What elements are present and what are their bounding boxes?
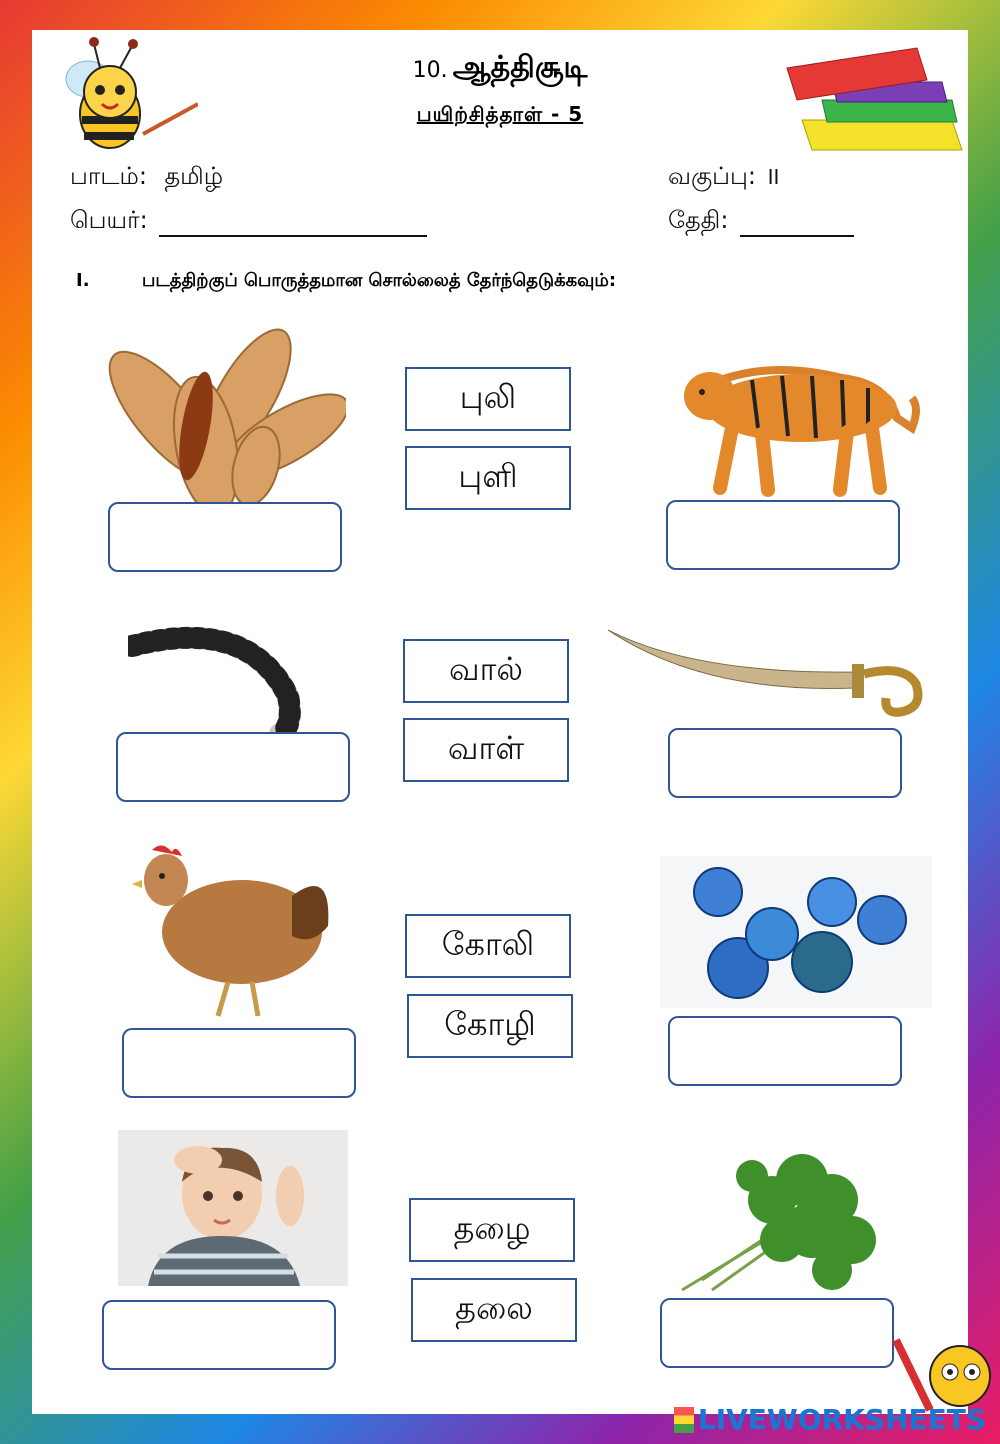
class-label: வகுப்பு:	[668, 162, 756, 190]
answer-box-head[interactable]	[102, 1300, 336, 1370]
subject-value: தமிழ்	[164, 162, 224, 190]
answer-box-marbles[interactable]	[668, 1016, 902, 1086]
name-label: பெயர்:	[70, 206, 148, 234]
marbles-image	[660, 856, 932, 1008]
date-label: தேதி:	[668, 206, 729, 234]
word-option-thalai-head[interactable]: தலை	[411, 1278, 577, 1342]
class-value: II	[767, 165, 780, 189]
name-blank[interactable]	[159, 209, 427, 237]
answer-box-tail[interactable]	[116, 732, 350, 802]
lesson-number: 10.	[412, 58, 448, 83]
word-option-puli[interactable]: புலி	[405, 367, 571, 431]
subject-label: பாடம்:	[70, 162, 147, 190]
coriander-image	[672, 1140, 894, 1300]
tail-image	[128, 616, 308, 740]
brand-text: LIVEWORKSHEETS	[697, 1403, 986, 1436]
word-option-pulli[interactable]: புளி	[405, 446, 571, 510]
answer-box-coriander[interactable]	[660, 1298, 894, 1368]
child-head-image	[118, 1130, 348, 1286]
word-option-vaal-sword[interactable]: வாள்	[403, 718, 569, 782]
word-option-thazhai-leaf[interactable]: தழை	[409, 1198, 575, 1262]
tiger-image	[672, 348, 920, 500]
answer-box-sword[interactable]	[668, 728, 902, 798]
tamarind-image	[96, 326, 346, 506]
word-option-kozhi-hen[interactable]: கோழி	[407, 994, 573, 1058]
date-line	[668, 206, 854, 237]
subject-line	[70, 162, 223, 193]
name-line	[70, 206, 427, 237]
answer-box-hen[interactable]	[122, 1028, 356, 1098]
hen-image	[132, 836, 332, 1022]
lesson-title: ஆத்திசூடி	[452, 50, 588, 85]
worksheet-subtitle: பயிற்சித்தாள் - 5	[416, 102, 584, 126]
answer-box-tamarind[interactable]	[108, 502, 342, 572]
worksheet-title	[32, 50, 968, 89]
sword-image	[604, 624, 930, 718]
answer-box-tiger[interactable]	[666, 500, 900, 570]
word-option-vaal-tail[interactable]: வால்	[403, 639, 569, 703]
worksheet-page	[32, 30, 968, 1414]
word-option-koli-marble[interactable]: கோலி	[405, 914, 571, 978]
class-line	[668, 162, 779, 193]
date-blank[interactable]	[740, 209, 854, 237]
liveworksheets-logo	[674, 1403, 986, 1436]
liveworksheets-icon	[674, 1407, 694, 1433]
instruction-text: படத்திற்குப் பொருத்தமான சொல்லைத் தேர்ந்தெடுக்கவும்:	[142, 270, 617, 291]
instruction-number: I.	[76, 270, 90, 291]
